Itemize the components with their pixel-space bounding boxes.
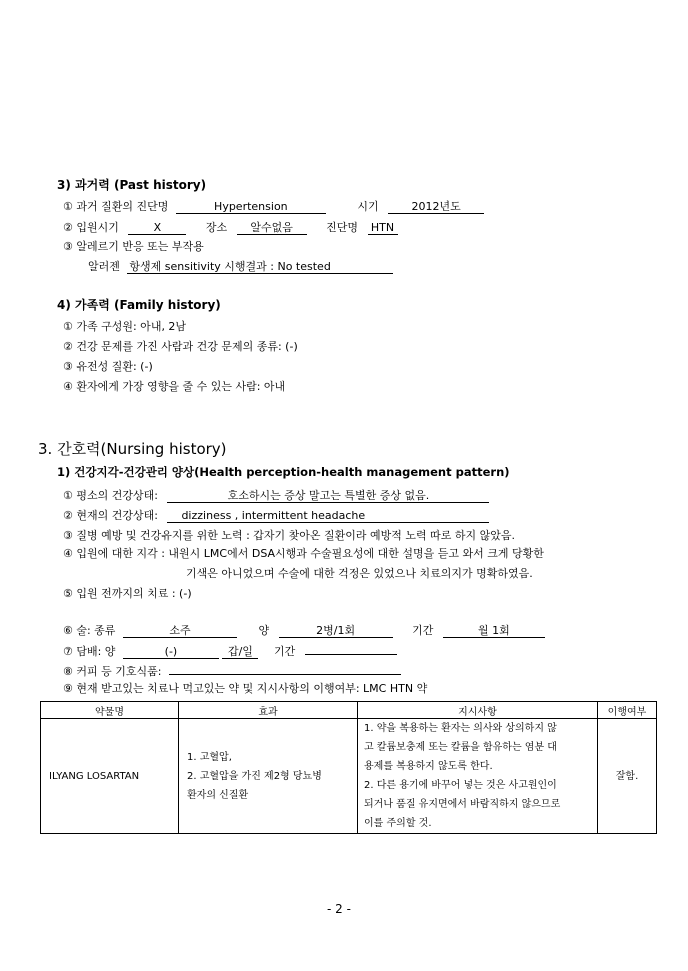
instruction-line: 용제를 복용하지 않도록 한다.: [364, 761, 493, 772]
alcohol-type-value: 소주: [123, 624, 237, 638]
nursing-history-heading: 3. 간호력(Nursing history): [38, 440, 227, 458]
current-medication-line: ⑨ 현재 받고있는 치료나 먹고있는 약 및 지시사항의 이행여부: LMC HTN 약: [63, 682, 428, 695]
alcohol-period-value: 월 1회: [443, 624, 545, 638]
allergy-label: ③ 알레르기 반응 또는 부작용: [63, 240, 204, 253]
medication-table: [40, 701, 657, 834]
admission-place-label: 장소: [205, 221, 228, 234]
instruction-line: 2. 다른 용기에 바꾸어 넣는 것은 사고원인이: [364, 780, 557, 791]
family-history-heading: 4) 가족력 (Family history): [57, 298, 221, 312]
admission-perception-line2: 기색은 아니었으며 수술에 대한 걱정은 있었으나 치료의지가 명확하였음.: [186, 567, 533, 580]
allergen-label: 알러젠: [88, 260, 120, 273]
admission-time-label: ② 입원시기: [63, 221, 119, 234]
col-effect: 효과: [179, 702, 358, 719]
effect-cell: [179, 719, 358, 834]
allergen-row: [88, 258, 393, 274]
past-history-heading: 3) 과거력 (Past history): [57, 178, 207, 192]
instructions-cell: [358, 719, 598, 834]
family-item: ③ 유전성 질환: (-): [63, 360, 153, 373]
alcohol-label: ⑥ 술: 종류: [63, 624, 116, 637]
usual-health-label: ① 평소의 건강상태:: [63, 489, 158, 502]
allergen-value: 항생제 sensitivity 시행결과 : No tested: [127, 260, 393, 274]
usual-health-row: [63, 487, 489, 503]
usual-health-value: 호소하시는 증상 말고는 특별한 증상 없음.: [167, 489, 489, 503]
health-perception-heading: 1) 건강지각-건강관리 양상(Health perception-health management pattern): [57, 465, 510, 479]
alcohol-period-label: 기간: [412, 624, 434, 637]
tobacco-row: [63, 641, 397, 659]
table-header-row: [41, 702, 657, 719]
tobacco-period-value: [305, 641, 397, 655]
family-item: ② 건강 문제를 가진 사람과 건강 문제의 종류: (-): [63, 340, 298, 353]
drug-name-cell: ILYANG LOSARTAN: [41, 719, 179, 834]
tobacco-label: ⑦ 담배: 양: [63, 645, 116, 658]
past-diagnosis-row: [63, 198, 484, 214]
family-item: ① 가족 구성원: 아내, 2남: [63, 320, 187, 333]
instruction-line: 이를 주의할 것.: [364, 818, 432, 829]
past-diagnosis-label: ① 과거 질환의 진단명: [63, 200, 169, 213]
current-health-value: dizziness , intermittent headache: [167, 509, 489, 523]
coffee-label: ⑧ 커피 등 기호식품:: [63, 665, 162, 678]
alcohol-amount-label: 양: [258, 624, 270, 637]
admission-diagnosis-value: HTN: [368, 221, 398, 235]
tobacco-period-label: 기간: [273, 645, 296, 658]
past-admission-row: [63, 219, 398, 235]
compliance-cell: 잘함.: [598, 719, 657, 834]
past-diagnosis-value: Hypertension: [176, 200, 326, 214]
instruction-line: 고 칼륨보충제 또는 칼륨을 함유하는 염분 대: [364, 742, 557, 753]
col-drug-name: 약물명: [41, 702, 179, 719]
family-item: ④ 환자에게 가장 영향을 줄 수 있는 사람: 아내: [63, 380, 286, 393]
alcohol-amount-value: 2병/1회: [279, 624, 393, 638]
table-row: [41, 719, 657, 834]
instruction-line: 되거나 품질 유지면에서 바람직하지 않으므로: [364, 799, 561, 810]
effect-line: 환자의 신질환: [187, 789, 249, 801]
instruction-line: 1. 약을 복용하는 환자는 의사와 상의하지 않: [364, 723, 557, 734]
admission-perception-line1: ④ 입원에 대한 지각 : 내원시 LMC에서 DSA시행과 수술필요성에 대한 설명을 듣고 와서 크게 당황한: [63, 547, 544, 560]
current-health-label: ② 현재의 건강상태:: [63, 509, 158, 522]
coffee-value: [169, 661, 401, 675]
prior-treatment: ⑤ 입원 전까지의 치료 : (-): [63, 587, 192, 600]
admission-place-value: 알수없음: [237, 221, 307, 235]
col-compliance: 이행여부: [598, 702, 657, 719]
admission-time-value: X: [128, 221, 186, 235]
tobacco-amount-value: (-): [123, 645, 219, 659]
past-time-label: 시기: [357, 200, 379, 213]
prevention-effort: ③ 질병 예방 및 건강유지를 위한 노력 : 갑자기 찾아온 질환이라 예방적 노력 따로 하지 않았음.: [63, 529, 516, 542]
effect-line: 2. 고혈압을 가진 제2형 당뇨병: [187, 770, 322, 782]
admission-diagnosis-label: 진단명: [326, 221, 359, 234]
page-number: - 2 -: [327, 902, 351, 916]
effect-line: 1. 고혈압,: [187, 751, 232, 763]
past-time-value: 2012년도: [388, 200, 484, 214]
coffee-row: [63, 661, 401, 679]
alcohol-row: [63, 622, 545, 638]
col-instructions: 지시사항: [358, 702, 598, 719]
current-health-row: [63, 507, 489, 523]
tobacco-unit: 갑/일: [222, 645, 258, 659]
